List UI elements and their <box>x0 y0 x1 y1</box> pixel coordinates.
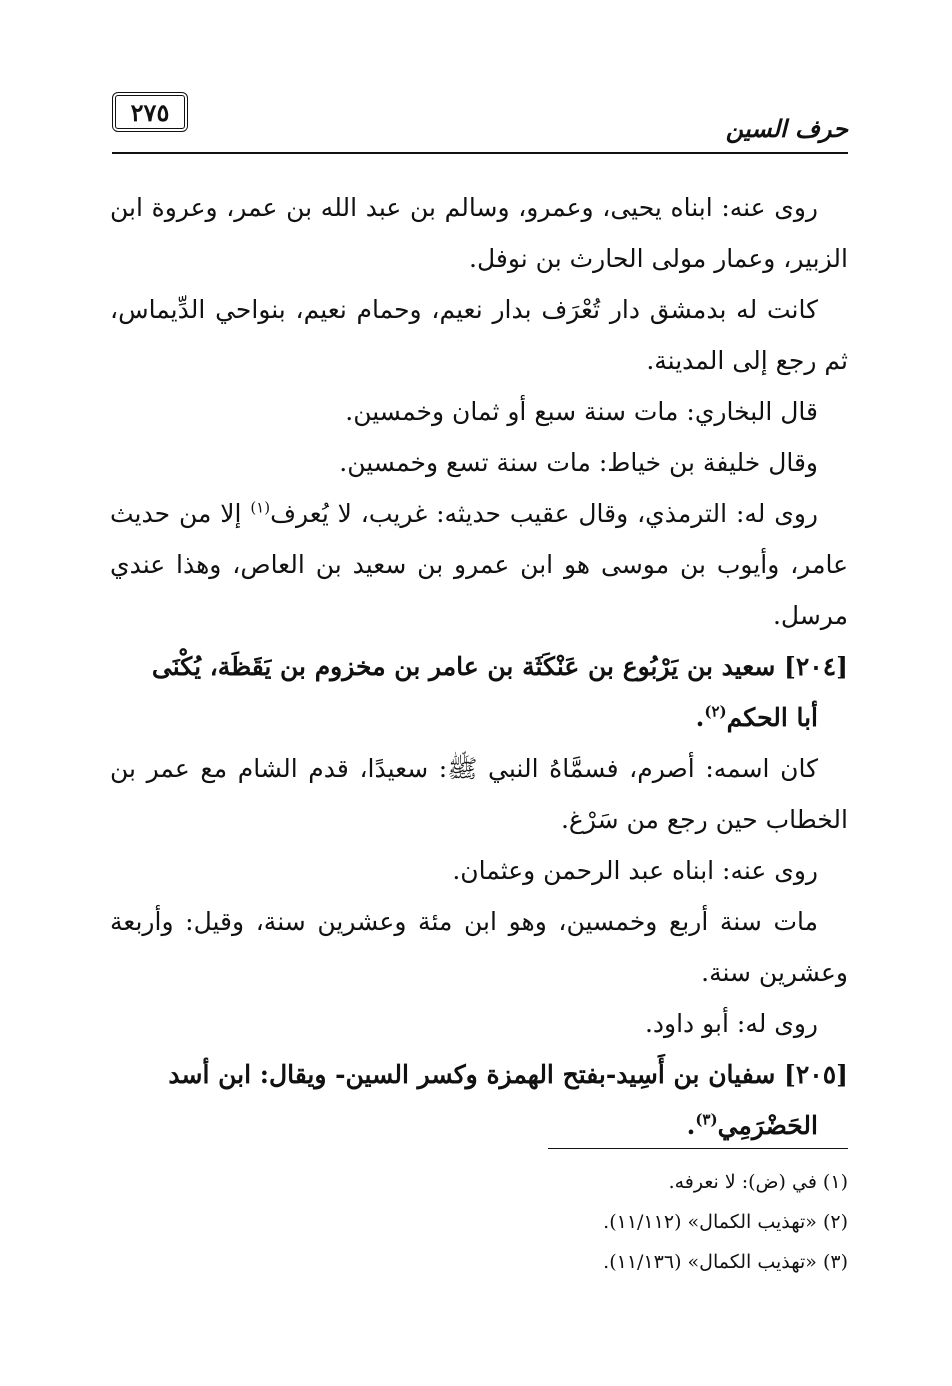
footnote-1: (١) في (ض): لا نعرفه. <box>668 1171 848 1193</box>
entry-205-nisba: الحَضْرَمِي <box>717 1111 818 1140</box>
entry-204-kunya: أبا الحكم <box>726 703 818 732</box>
entry-205-continuation <box>110 1100 848 1151</box>
paragraph-narrators: روى عنه: ابناه يحيى، وعمرو، وسالم بن عبد الله بن عمر، وعروة ابن الزبير، وعمار مولى الحارث بن نوفل. <box>110 193 848 273</box>
paragraph-tirmidhi-text: روى له: الترمذي، وقال عقيب حديثه: غريب، لا يُعرف <box>270 499 818 528</box>
entry-205-end: . <box>686 1111 696 1140</box>
footnote-ref-3[interactable]: (٣) <box>695 1110 718 1129</box>
paragraph-bukhari: قال البخاري: مات سنة سبع أو ثمان وخمسين. <box>345 397 818 426</box>
paragraph-abu-dawud: روى له: أبو داود. <box>644 1009 818 1038</box>
running-title: حرف السين <box>725 114 848 143</box>
main-text <box>110 182 848 1151</box>
footnote-ref-1[interactable]: (١) <box>250 498 271 517</box>
footnote-separator <box>548 1148 848 1149</box>
footnote-3: (٣) «تهذيب الكمال» (١١/١٣٦). <box>603 1251 848 1273</box>
entry-heading-205 <box>110 1049 848 1151</box>
paragraph-tirmidhi-rest: إلا من حديث عامر، وأيوب بن موسى هو ابن عمرو بن سعيد بن العاص، وهذا عندي مرسل. <box>110 499 848 630</box>
entry-204-end: . <box>695 703 705 732</box>
page-number: ٢٧٥ <box>112 92 188 132</box>
footnotes <box>110 1162 848 1282</box>
header-rule <box>112 152 848 154</box>
page-header <box>112 88 848 154</box>
paragraph-khalifa: وقال خليفة بن خياط: مات سنة تسع وخمسين. <box>339 448 818 477</box>
footnote-ref-2[interactable]: (٢) <box>704 702 727 721</box>
footnote-2: (٢) «تهذيب الكمال» (١١/١١٢). <box>603 1211 848 1233</box>
entry-205-title: [٢٠٥] سفيان بن أَسِيد-بفتح الهمزة وكسر السين- ويقال: ابن أسد <box>168 1060 848 1089</box>
entry-heading-204 <box>110 641 848 743</box>
paragraph-death-204: مات سنة أربع وخمسين، وهو ابن مئة وعشرين سنة، وقيل: وأربعة وعشرين سنة. <box>110 907 848 987</box>
entry-204-title: [٢٠٤] سعيد بن يَرْبُوع بن عَنْكَثَة بن عامر بن مخزوم بن يَقَظَة، يُكْنَى <box>151 652 848 681</box>
paragraph-tirmidhi <box>110 488 848 641</box>
paragraph-narrators-204: روى عنه: ابناه عبد الرحمن وعثمان. <box>452 856 818 885</box>
entry-204-continuation <box>110 692 848 743</box>
paragraph-name-change: كان اسمه: أصرم، فسمَّاهُ النبي ﷺ: سعيدًا، قدم الشام مع عمر بن الخطاب حين رجع من سَرْغ. <box>110 754 848 834</box>
paragraph-damascus-house: كانت له بدمشق دار تُعْرَف بدار نعيم، وحمام نعيم، بنواحي الدِّيماس، ثم رجع إلى المدينة. <box>110 295 848 375</box>
